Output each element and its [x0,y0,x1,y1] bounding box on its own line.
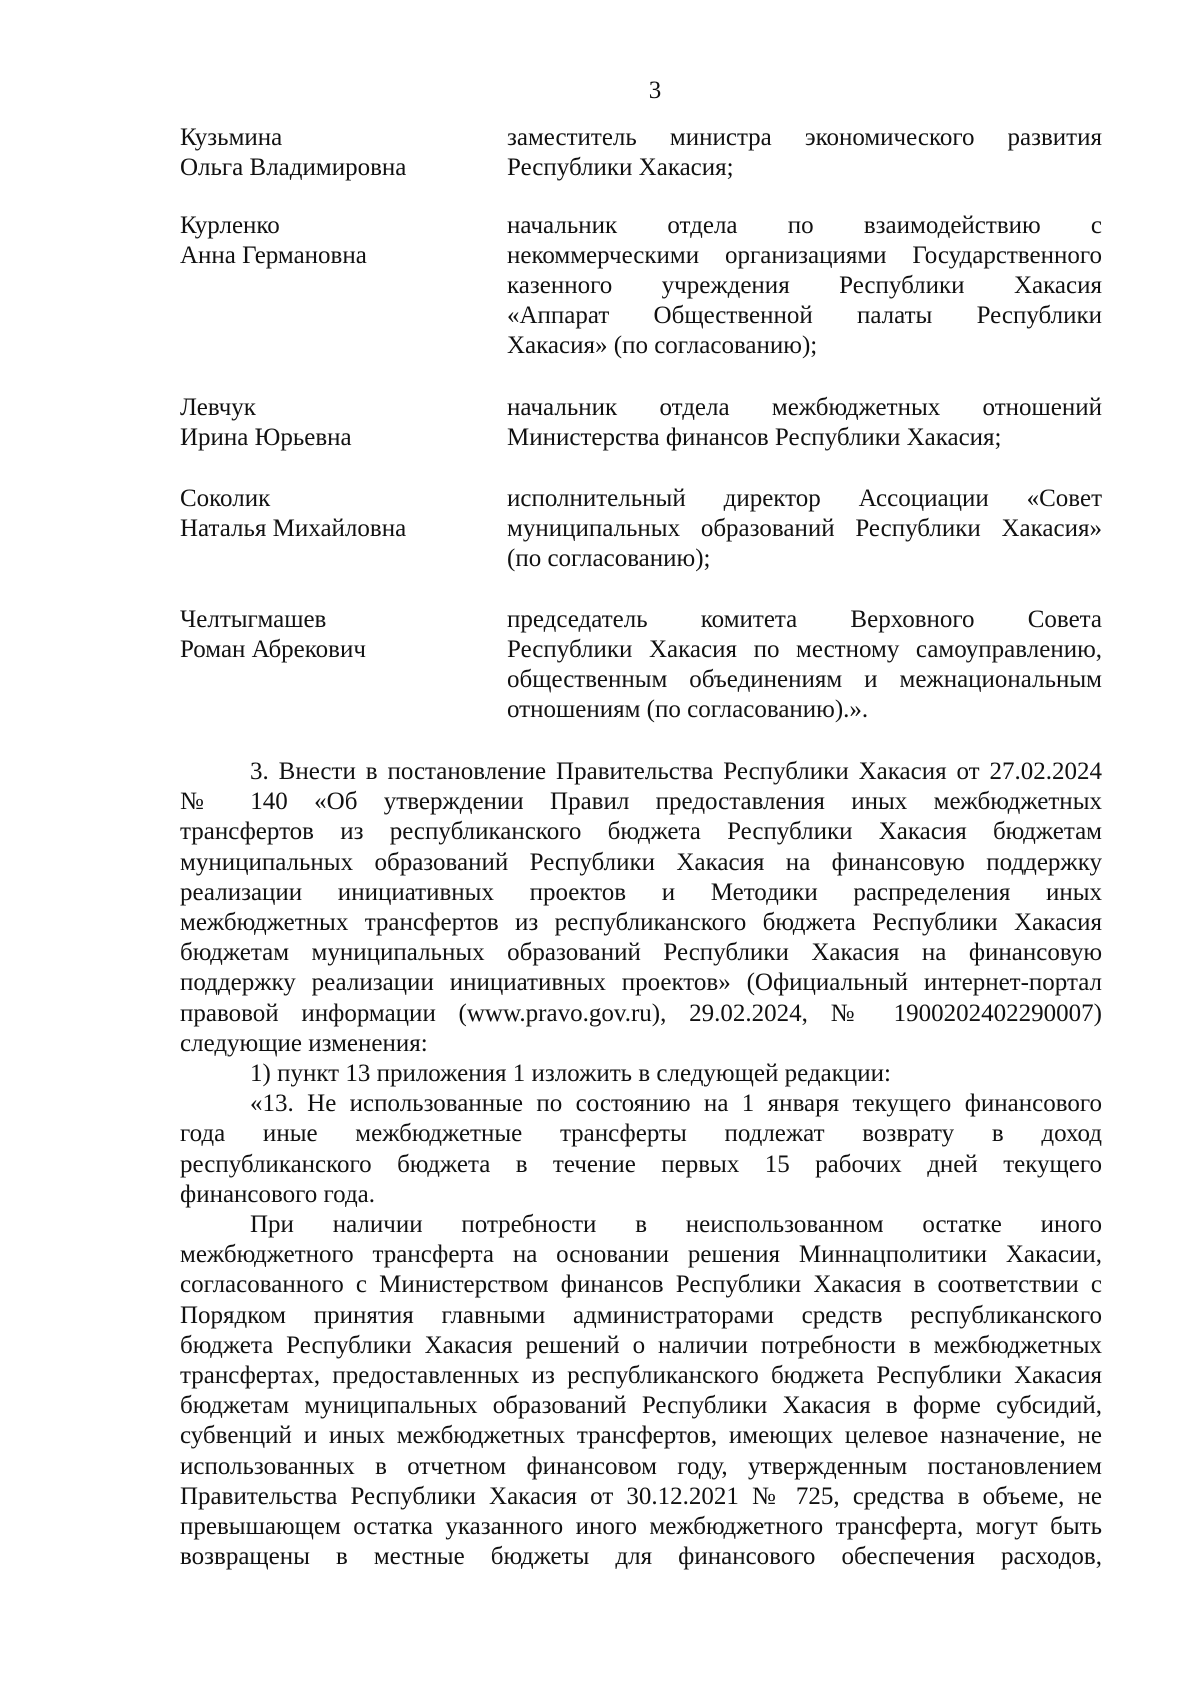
text-line: правовой информации (www.pravo.gov.ru), 29.02.2024, № 1900202402290007) [180,999,1102,1027]
paragraph-amendment [180,757,1102,1059]
text-line: субвенций и иных межбюджетных трансфертов, имеющих целевое назначение, не [180,1422,1102,1450]
position-line: (по согласованию); [507,545,711,572]
body-text [180,757,1102,1572]
member-position [507,123,1102,183]
member-name [180,211,507,361]
member-name [180,123,507,183]
member-position [507,605,1102,725]
text-line: «13. Не использованные по состоянию на 1 января текущего финансового [250,1090,1102,1118]
position-line: общественным объединениям и межнациональным [507,666,1102,693]
member-cheltygmashev [180,605,1102,725]
member-surname: Курленко [180,212,280,239]
member-surname: Кузьмина [180,124,283,151]
member-levchuk [180,393,1102,453]
member-position [507,393,1102,453]
text-line: превышающем остатка указанного иного межбюджетного трансферта, могут быть [180,1513,1102,1541]
member-position [507,211,1102,361]
member-given-name: Анна Германовна [180,242,367,269]
member-given-name: Ольга Владимировна [180,154,407,181]
member-given-name: Ирина Юрьевна [180,424,352,451]
text-line: бюджетам муниципальных образований Республики Хакасия на финансовую [180,939,1102,967]
position-line: Республики Хакасия по местному самоуправлению, [507,636,1102,663]
text-line: года иные межбюджетные трансферты подлежат возврату в доход [180,1120,1102,1148]
text-line: При наличии потребности в неиспользованном остатке иного [250,1211,1102,1239]
member-name [180,605,507,725]
text-line: Правительства Республики Хакасия от 30.12.2021 № 725, средства в объеме, не [180,1482,1102,1510]
position-line: Республики Хакасия; [507,154,734,181]
text-line: финансового года. [180,1180,376,1208]
position-line: отношениям (по согласованию).». [507,696,869,723]
text-line: трансфертах, предоставленных из республиканского бюджета Республики Хакасия [180,1362,1102,1390]
member-kurlenko [180,211,1102,361]
position-line: начальник отдела межбюджетных отношений [507,394,1102,421]
member-position [507,484,1102,574]
text-line: использованных в отчетном финансовом году, утвержденным постановлением [180,1452,1102,1480]
position-line: некоммерческими организациями Государственного [507,242,1102,269]
page-number: 3 [648,77,662,104]
text-line: республиканского бюджета в течение первых 15 рабочих дней текущего [180,1150,1102,1178]
text-line: межбюджетного трансферта на основании решения Миннацполитики Хакасии, [180,1241,1102,1269]
position-line: Хакасия» (по согласованию); [507,332,818,359]
member-surname: Левчук [180,394,256,421]
member-sokolik [180,484,1102,574]
paragraph-item-1 [180,1059,1102,1089]
member-name [180,393,507,453]
position-line: начальник отдела по взаимодействию с [507,212,1102,239]
text-line: трансфертов из республиканского бюджета Республики Хакасия бюджетам [180,818,1102,846]
text-line: № 140 «Об утверждении Правил предоставления иных межбюджетных [180,788,1102,816]
text-line: возвращены в местные бюджеты для финансового обеспечения расходов, [180,1543,1102,1571]
position-line: Министерства финансов Республики Хакасия; [507,424,1002,451]
member-kuzmina [180,123,1102,183]
position-line: председатель комитета Верховного Совета [507,606,1102,633]
text-line: реализации инициативных проектов и Методики распределения иных [180,878,1102,906]
member-given-name: Роман Абрекович [180,636,366,663]
paragraph-clause-13 [180,1089,1102,1210]
position-line: муниципальных образований Республики Хакасия» [507,515,1102,542]
position-line: казенного учреждения Республики Хакасия [507,272,1102,299]
text-line: Порядком принятия главными администраторами средств республиканского [180,1301,1102,1329]
position-line: «Аппарат Общественной палаты Республики [507,302,1102,329]
text-line: муниципальных образований Республики Хакасия на финансовую поддержку [180,848,1102,876]
text-line: межбюджетных трансфертов из республиканского бюджета Республики Хакасия [180,909,1102,937]
position-line: заместитель министра экономического развития [507,124,1102,151]
text-line: поддержку реализации инициативных проектов» (Официальный интернет-портал [180,969,1102,997]
text-line: бюджетам муниципальных образований Республики Хакасия в форме субсидий, [180,1392,1102,1420]
member-name [180,484,507,574]
member-given-name: Наталья Михайловна [180,515,407,542]
position-line: исполнительный директор Ассоциации «Совет [507,485,1102,512]
text-line: бюджета Республики Хакасия решений о наличии потребности в межбюджетных [180,1331,1102,1359]
text-line: 1) пункт 13 приложения 1 изложить в следующей редакции: [250,1060,891,1088]
text-line: согласованного с Министерством финансов Республики Хакасия в соответствии с [180,1271,1102,1299]
paragraph-residual-need [180,1210,1102,1572]
text-line: 3. Внести в постановление Правительства Республики Хакасия от 27.02.2024 [250,758,1102,785]
text-line: следующие изменения: [180,1029,428,1057]
member-surname: Челтыгмашев [180,606,327,633]
member-surname: Соколик [180,485,271,512]
